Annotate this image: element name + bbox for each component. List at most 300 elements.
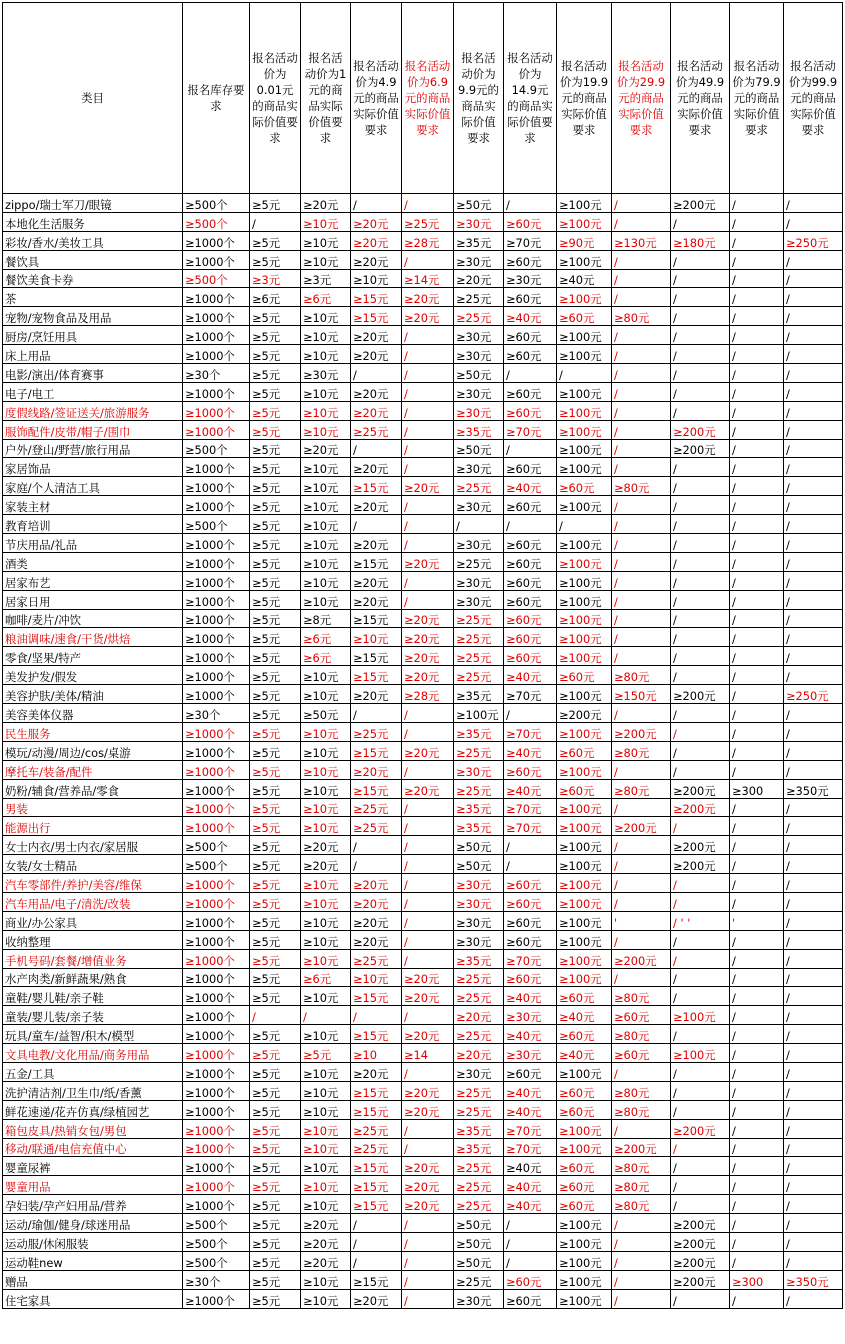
value-cell: ≥10元	[301, 1138, 351, 1157]
category-cell: 电子/电工	[3, 382, 183, 401]
category-cell: 餐饮具	[3, 250, 183, 269]
value-cell: /	[730, 250, 784, 269]
value-cell: ≥1000个	[183, 760, 250, 779]
value-cell: ≥20元	[402, 647, 454, 666]
value-cell: ≥25元	[454, 779, 504, 798]
value-cell: /	[612, 212, 671, 231]
value-cell: /	[784, 496, 843, 515]
value-cell: /	[612, 836, 671, 855]
value-cell: ≥20元	[351, 930, 402, 949]
category-cell: 汽车用品/电子/清洗/改装	[3, 892, 183, 911]
value-cell: ≥25元	[351, 817, 402, 836]
category-cell: 童装/婴儿装/亲子装	[3, 1006, 183, 1025]
value-cell: ≥1000个	[183, 1176, 250, 1195]
value-cell: ≥5元	[250, 345, 301, 364]
value-cell: ≥6元	[250, 288, 301, 307]
value-cell: ≥20元	[351, 326, 402, 345]
table-row	[3, 1214, 843, 1233]
value-cell: ≥1000个	[183, 685, 250, 704]
value-cell: /	[402, 1119, 454, 1138]
value-cell: ≥20元	[402, 987, 454, 1006]
value-cell: ≥5元	[250, 250, 301, 269]
value-cell: ≥60元	[612, 1006, 671, 1025]
table-row	[3, 496, 843, 515]
value-cell: ≥10元	[301, 1176, 351, 1195]
category-cell: 五金/工具	[3, 1062, 183, 1081]
value-cell: ≥40元	[504, 1025, 557, 1044]
value-cell: ≥5元	[250, 685, 301, 704]
value-cell: ≥25元	[454, 1157, 504, 1176]
value-cell: ≥60元	[504, 968, 557, 987]
value-cell: ≥1000个	[183, 968, 250, 987]
value-cell: ≥200元	[612, 817, 671, 836]
value-cell: /	[612, 798, 671, 817]
value-cell: ≥500个	[183, 269, 250, 288]
header-column: 报名活动价为49.9元的商品实际价值要求	[671, 3, 730, 194]
category-cell: 家装主材	[3, 496, 183, 515]
value-cell: ≥30元	[454, 571, 504, 590]
category-cell: 居家日用	[3, 590, 183, 609]
value-cell: ≥1000个	[183, 628, 250, 647]
value-cell: /	[784, 307, 843, 326]
value-cell: ≥100元	[557, 326, 612, 345]
value-cell: /	[784, 1176, 843, 1195]
value-cell: /	[402, 515, 454, 534]
value-cell: ≥10元	[301, 1270, 351, 1289]
value-cell: ≥80元	[612, 1176, 671, 1195]
table-row	[3, 892, 843, 911]
value-cell: ≥10元	[301, 930, 351, 949]
table-row	[3, 930, 843, 949]
table-row	[3, 1157, 843, 1176]
value-cell: ≥30元	[454, 892, 504, 911]
value-cell: ≥25元	[454, 1270, 504, 1289]
value-cell: /	[402, 250, 454, 269]
value-cell: /	[784, 1157, 843, 1176]
value-cell: /	[730, 760, 784, 779]
category-cell: 厨房/烹饪用具	[3, 326, 183, 345]
value-cell: /	[730, 836, 784, 855]
value-cell: ≥20元	[351, 760, 402, 779]
value-cell: ≥100元	[557, 194, 612, 213]
value-cell: ≥10元	[301, 741, 351, 760]
value-cell: ≥60元	[504, 1289, 557, 1308]
category-cell: 女士内衣/男士内衣/家居服	[3, 836, 183, 855]
value-cell: ≥20元	[454, 269, 504, 288]
value-cell: /	[612, 647, 671, 666]
value-cell: ≥35元	[454, 798, 504, 817]
value-cell: ≥200元	[612, 949, 671, 968]
value-cell: /	[612, 1251, 671, 1270]
value-cell: /	[402, 439, 454, 458]
value-cell: /	[402, 1138, 454, 1157]
category-cell: 度假线路/签证送关/旅游服务	[3, 401, 183, 420]
value-cell: ≥5元	[250, 552, 301, 571]
table-row	[3, 1176, 843, 1195]
value-cell: ≥15元	[351, 1025, 402, 1044]
value-cell: /	[730, 968, 784, 987]
value-cell: /	[671, 212, 730, 231]
table-row	[3, 1138, 843, 1157]
value-cell: ≥10元	[301, 231, 351, 250]
value-cell: ≥25元	[351, 1119, 402, 1138]
value-cell: ≥250元	[784, 231, 843, 250]
value-cell: ≥15元	[351, 1100, 402, 1119]
value-cell: /	[730, 1157, 784, 1176]
value-cell: ≥15元	[351, 609, 402, 628]
value-cell: /	[402, 949, 454, 968]
value-cell: ≥70元	[504, 798, 557, 817]
value-cell: ≥10元	[301, 1289, 351, 1308]
value-cell: /	[250, 1006, 301, 1025]
value-cell: ≥60元	[557, 1195, 612, 1214]
table-row	[3, 949, 843, 968]
value-cell: /	[784, 647, 843, 666]
value-cell: /	[612, 704, 671, 723]
value-cell: /	[730, 477, 784, 496]
category-cell: 户外/登山/野营/旅行用品	[3, 439, 183, 458]
value-cell: ≥35元	[454, 1119, 504, 1138]
value-cell: ≥14元	[402, 269, 454, 288]
value-cell: ≥50元	[454, 364, 504, 383]
value-cell: /	[784, 930, 843, 949]
value-cell: ≥60元	[504, 609, 557, 628]
value-cell: ≥10元	[301, 1025, 351, 1044]
value-cell: /	[301, 1006, 351, 1025]
value-cell: ≥1000个	[183, 571, 250, 590]
value-cell: ≥20元	[402, 666, 454, 685]
value-cell: ≥5元	[250, 515, 301, 534]
value-cell: /	[671, 571, 730, 590]
value-cell: ≥15元	[351, 1270, 402, 1289]
value-cell: ≥35元	[454, 949, 504, 968]
header-column: 报名库存要求	[183, 3, 250, 194]
value-cell: ≥1000个	[183, 741, 250, 760]
value-cell: ≥10元	[301, 666, 351, 685]
value-cell: ≥350元	[784, 1270, 843, 1289]
value-cell: /	[612, 760, 671, 779]
value-cell: /	[730, 817, 784, 836]
value-cell: ≥1000个	[183, 1157, 250, 1176]
value-cell: ≥100元	[557, 1251, 612, 1270]
value-cell: /	[784, 760, 843, 779]
value-cell: ≥1000个	[183, 382, 250, 401]
value-cell: ≥30元	[454, 534, 504, 553]
value-cell: /	[730, 722, 784, 741]
table-row	[3, 534, 843, 553]
value-cell: ≥5元	[250, 968, 301, 987]
value-cell: ≥1000个	[183, 250, 250, 269]
value-cell: ≥20元	[301, 836, 351, 855]
value-cell: ≥10元	[301, 817, 351, 836]
value-cell: ≥30元	[454, 760, 504, 779]
value-cell: /	[730, 590, 784, 609]
value-cell: ≥80元	[612, 666, 671, 685]
value-cell: ≥200元	[671, 439, 730, 458]
value-cell: ≥25元	[402, 212, 454, 231]
value-cell: ≥25元	[454, 1025, 504, 1044]
value-cell: ≥35元	[454, 722, 504, 741]
value-cell: ≥50元	[454, 836, 504, 855]
value-cell: ≥20元	[351, 590, 402, 609]
value-cell: /	[784, 345, 843, 364]
value-cell: ≥180元	[671, 231, 730, 250]
value-cell: ≥15元	[351, 647, 402, 666]
value-cell: /	[784, 1232, 843, 1251]
value-cell: ≥25元	[454, 609, 504, 628]
table-row	[3, 722, 843, 741]
value-cell: /	[612, 874, 671, 893]
value-cell: ≥5元	[250, 590, 301, 609]
value-cell: /	[402, 194, 454, 213]
category-cell: 家庭/个人清洁工具	[3, 477, 183, 496]
value-cell: ≥25元	[454, 1176, 504, 1195]
value-cell: ≥100元	[557, 345, 612, 364]
value-cell: ≥10元	[301, 1100, 351, 1119]
requirements-table	[2, 2, 843, 1309]
value-cell: ≥500个	[183, 194, 250, 213]
value-cell: /	[612, 892, 671, 911]
value-cell: ≥100元	[557, 722, 612, 741]
value-cell: ≥20元	[351, 911, 402, 930]
header-column: 报名活动价为9.9元的商品实际价值要求	[454, 3, 504, 194]
value-cell: ≥40元	[504, 1176, 557, 1195]
value-cell: /	[784, 1195, 843, 1214]
value-cell: ≥5元	[250, 1062, 301, 1081]
value-cell: /	[504, 1214, 557, 1233]
value-cell: /	[730, 949, 784, 968]
value-cell: ≥30元	[504, 1044, 557, 1063]
category-cell: 餐饮美食卡券	[3, 269, 183, 288]
value-cell: ≥1000个	[183, 798, 250, 817]
value-cell: /	[402, 760, 454, 779]
value-cell: ≥100元	[557, 798, 612, 817]
value-cell: ≥1000个	[183, 307, 250, 326]
value-cell: /	[504, 515, 557, 534]
value-cell: ≥40元	[504, 779, 557, 798]
category-cell: 居家布艺	[3, 571, 183, 590]
category-cell: 能源出行	[3, 817, 183, 836]
value-cell: /	[351, 1006, 402, 1025]
value-cell: '	[612, 911, 671, 930]
value-cell: ≥60元	[504, 250, 557, 269]
value-cell: /	[351, 704, 402, 723]
value-cell: ≥10元	[351, 968, 402, 987]
category-cell: 零食/坚果/特产	[3, 647, 183, 666]
value-cell: /	[402, 930, 454, 949]
value-cell: ≥10元	[301, 1119, 351, 1138]
table-row	[3, 855, 843, 874]
table-row	[3, 552, 843, 571]
value-cell: ≥200元	[671, 779, 730, 798]
category-cell: 鲜花速递/花卉仿真/绿植园艺	[3, 1100, 183, 1119]
value-cell: ≥5元	[250, 1157, 301, 1176]
value-cell: ≥15元	[351, 288, 402, 307]
category-cell: 教育培训	[3, 515, 183, 534]
value-cell: /	[671, 401, 730, 420]
value-cell: ≥60元	[557, 666, 612, 685]
value-cell: ≥10元	[301, 1195, 351, 1214]
category-cell: 运动/瑜伽/健身/球迷用品	[3, 1214, 183, 1233]
value-cell: ≥1000个	[183, 1100, 250, 1119]
value-cell: ≥200元	[671, 194, 730, 213]
header-column: 报名活动价为14.9元的商品实际价值要求	[504, 3, 557, 194]
value-cell: ≥100元	[557, 382, 612, 401]
category-cell: 文具电教/文化用品/商务用品	[3, 1044, 183, 1063]
category-cell: 男装	[3, 798, 183, 817]
value-cell: /	[671, 1062, 730, 1081]
header-column: 报名活动价为19.9元的商品实际价值要求	[557, 3, 612, 194]
table-row	[3, 987, 843, 1006]
value-cell: /	[730, 458, 784, 477]
value-cell: ≥80元	[612, 987, 671, 1006]
value-cell: ≥500个	[183, 1232, 250, 1251]
value-cell: ≥60元	[504, 1270, 557, 1289]
value-cell: ≥10元	[301, 760, 351, 779]
value-cell: ≥80元	[612, 1025, 671, 1044]
value-cell: ≥5元	[250, 1176, 301, 1195]
value-cell: /	[402, 496, 454, 515]
value-cell: /	[784, 1081, 843, 1100]
value-cell: ≥5元	[250, 382, 301, 401]
value-cell: ≥5元	[250, 1214, 301, 1233]
value-cell: ≥100元	[557, 647, 612, 666]
value-cell: ≥100元	[557, 609, 612, 628]
value-cell: /	[730, 439, 784, 458]
header-column: 报名活动价为29.9元的商品实际价值要求	[612, 3, 671, 194]
value-cell: /	[784, 420, 843, 439]
value-cell: /	[730, 1044, 784, 1063]
value-cell: ≥500个	[183, 1251, 250, 1270]
value-cell: ≥60元	[504, 496, 557, 515]
value-cell: ≥20元	[301, 194, 351, 213]
value-cell: /	[730, 534, 784, 553]
value-cell: ≥1000个	[183, 401, 250, 420]
table-row	[3, 590, 843, 609]
value-cell: ≥35元	[454, 420, 504, 439]
value-cell: ≥1000个	[183, 458, 250, 477]
category-cell: 床上用品	[3, 345, 183, 364]
value-cell: /	[730, 307, 784, 326]
value-cell: /	[402, 345, 454, 364]
category-cell: 美容美体仪器	[3, 704, 183, 723]
value-cell: ≥1000个	[183, 552, 250, 571]
value-cell: ≥1000个	[183, 930, 250, 949]
value-cell: ≥100元	[557, 760, 612, 779]
value-cell: ≥10元	[301, 515, 351, 534]
value-cell: ≥60元	[504, 212, 557, 231]
value-cell: ≥5元	[250, 855, 301, 874]
value-cell: ≥5元	[250, 741, 301, 760]
value-cell: ≥30元	[454, 496, 504, 515]
value-cell: /	[402, 817, 454, 836]
value-cell: ≥30个	[183, 364, 250, 383]
table-row	[3, 345, 843, 364]
value-cell: ≥3元	[301, 269, 351, 288]
value-cell: ≥60元	[504, 760, 557, 779]
category-cell: 美容护肤/美体/精油	[3, 685, 183, 704]
value-cell: /	[730, 364, 784, 383]
value-cell: /	[671, 817, 730, 836]
category-cell: 女装/女士精品	[3, 855, 183, 874]
value-cell: ≥10	[351, 1044, 402, 1063]
value-cell: ≥20元	[402, 552, 454, 571]
value-cell: ≥20元	[454, 1044, 504, 1063]
value-cell: ≥1000个	[183, 949, 250, 968]
value-cell: ≥20元	[402, 477, 454, 496]
value-cell: ≥100元	[557, 1138, 612, 1157]
value-cell: ≥10元	[301, 779, 351, 798]
value-cell: /	[612, 515, 671, 534]
value-cell: ≥40元	[504, 666, 557, 685]
value-cell: ≥15元	[351, 1176, 402, 1195]
value-cell: ≥30元	[454, 930, 504, 949]
category-cell: 茶	[3, 288, 183, 307]
value-cell: ≥200元	[612, 1138, 671, 1157]
value-cell: ≥30元	[454, 250, 504, 269]
category-cell: zippo/瑞士军刀/眼镜	[3, 194, 183, 213]
value-cell: ≥80元	[612, 1157, 671, 1176]
value-cell: /	[784, 458, 843, 477]
value-cell: ≥1000个	[183, 534, 250, 553]
value-cell: ≥20元	[301, 1251, 351, 1270]
value-cell: ≥100元	[557, 949, 612, 968]
value-cell: ≥1000个	[183, 1289, 250, 1308]
value-cell: /	[351, 1232, 402, 1251]
value-cell: ≥50元	[454, 194, 504, 213]
value-cell: ≥25元	[454, 288, 504, 307]
value-cell: ≥10元	[301, 420, 351, 439]
value-cell: /	[784, 552, 843, 571]
category-cell: 美发护发/假发	[3, 666, 183, 685]
value-cell: /	[402, 1232, 454, 1251]
value-cell: ≥10元	[301, 1157, 351, 1176]
value-cell: /	[671, 364, 730, 383]
value-cell: ≥5元	[250, 194, 301, 213]
value-cell: /	[671, 1081, 730, 1100]
value-cell: ≥200元	[671, 1270, 730, 1289]
value-cell: ≥20元	[351, 685, 402, 704]
table-row	[3, 911, 843, 930]
value-cell: /	[612, 420, 671, 439]
value-cell: ≥60元	[504, 401, 557, 420]
value-cell: ≥5元	[250, 779, 301, 798]
value-cell: ≥100元	[557, 855, 612, 874]
value-cell: ≥35元	[454, 1138, 504, 1157]
value-cell: ≥5元	[250, 760, 301, 779]
value-cell: /	[402, 722, 454, 741]
value-cell: /	[730, 571, 784, 590]
value-cell: ≥5元	[250, 949, 301, 968]
value-cell: ≥1000个	[183, 590, 250, 609]
value-cell: /	[730, 609, 784, 628]
table-row	[3, 420, 843, 439]
value-cell: ≥1000个	[183, 1062, 250, 1081]
value-cell: /	[730, 1214, 784, 1233]
value-cell: ≥30元	[454, 590, 504, 609]
value-cell: ≥30个	[183, 1270, 250, 1289]
category-cell: 玩具/童车/益智/积木/模型	[3, 1025, 183, 1044]
value-cell: ≥60元	[557, 477, 612, 496]
value-cell: /	[730, 741, 784, 760]
table-row	[3, 1062, 843, 1081]
value-cell: ≥25元	[454, 1100, 504, 1119]
value-cell: ≥5元	[250, 609, 301, 628]
value-cell: ≥5元	[250, 326, 301, 345]
value-cell: /	[730, 326, 784, 345]
value-cell: /	[671, 666, 730, 685]
value-cell: /	[612, 345, 671, 364]
